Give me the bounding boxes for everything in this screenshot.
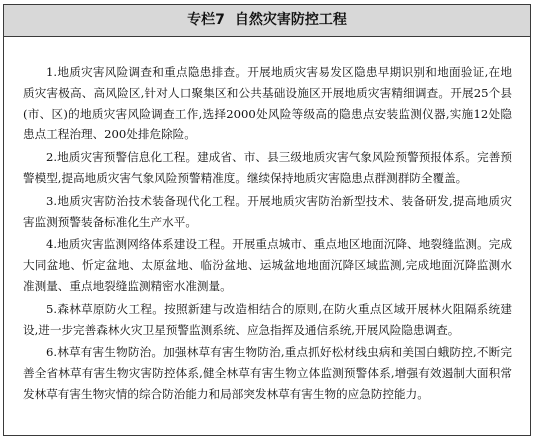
column-label: 专栏7 xyxy=(187,12,225,28)
paragraph-item: 1.地质灾害风险调查和重点隐患排查。开展地质灾害易发区隐患早期识别和地面验证,在地质灾害极高、高风险区,针对人口聚集区和公共基础设施区开展地质灾害精细调查。开展25个县(市、区)的地质灾害风险调查工作,选择2000处风险等级高的隐患点安装监测仪器,实施12处隐患点工程治理、200处排危除险。 xyxy=(23,65,512,142)
paragraph-item: 4.地质灾害监测网络体系建设工程。开展重点城市、重点地区地面沉降、地裂缝监测。完成大同盆地、忻定盆地、太原盆地、临汾盆地、运城盆地地面沉降区域监测,完成地面沉降监测水准测量、重点地裂缝监测精密水准测量。 xyxy=(23,237,512,293)
column-content xyxy=(4,37,530,405)
column-box xyxy=(3,4,531,436)
column-title-bar xyxy=(4,5,530,37)
column-title: 自然灾害防控工程 xyxy=(234,12,347,28)
paragraph-item: 3.地质灾害防治技术装备现代化工程。开展地质灾害防治新型技术、装备研发,提高地质灾害监测预警装备标准化生产水平。 xyxy=(23,193,512,229)
paragraph-item: 2.地质灾害预警信息化工程。建成省、市、县三级地质灾害气象风险预警预报体系。完善预警模型,提高地质灾害气象风险预警精准度。继续保持地质灾害隐患点群测群防全覆盖。 xyxy=(23,150,512,185)
paragraph-item: 6.林草有害生物防治。加强林草有害生物防治,重点抓好松材线虫病和美国白蛾防控,不断完善全省林草有害生物灾害防控体系,健全林草有害生物立体监测预警体系,增强有效遏制大面积常发林草有害生物灾情的综合防治能力和局部突发林草有害生物的应急防控能力。 xyxy=(23,345,512,401)
paragraph-item: 5.森林草原防火工程。按照新建与改造相结合的原则,在防火重点区域开展林火阻隔系统建设,进一步完善森林火灾卫星预警监测系统、应急指挥及通信系统,开展风险隐患调查。 xyxy=(23,301,512,337)
